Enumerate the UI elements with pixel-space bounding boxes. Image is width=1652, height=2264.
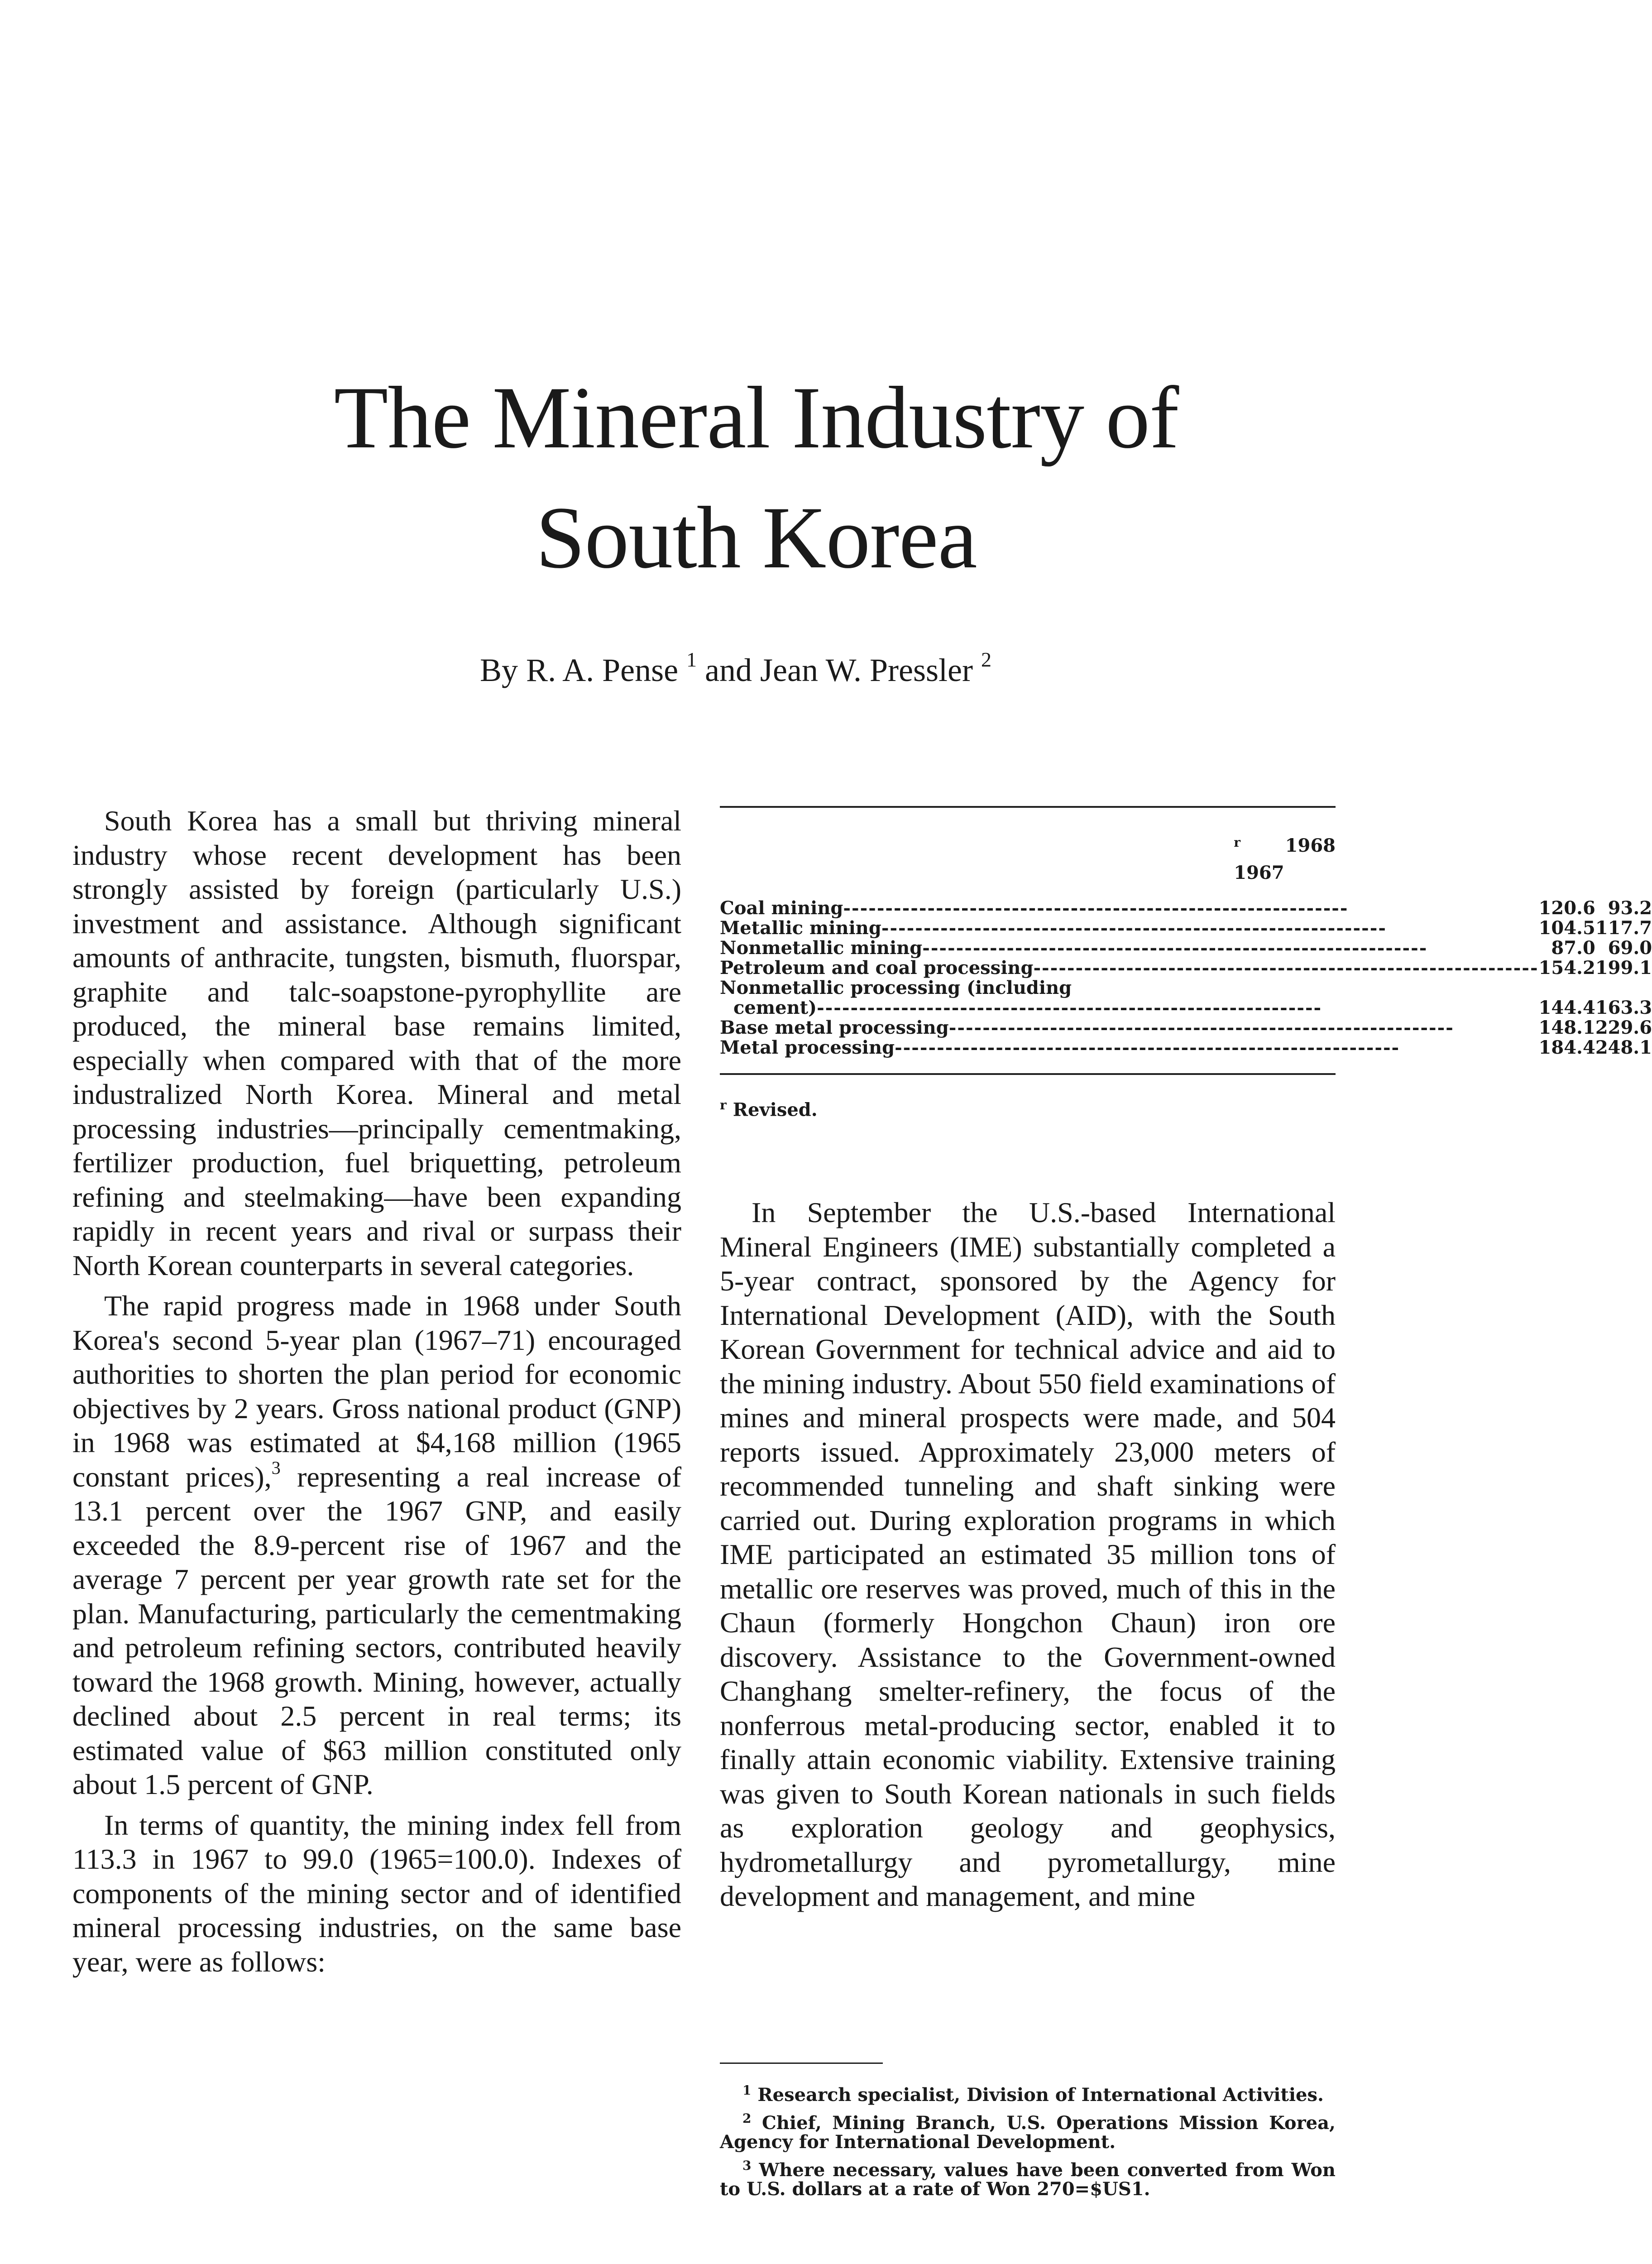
value-1968: 69.0: [1608, 937, 1652, 959]
table-row: [720, 998, 1652, 1018]
table-row: [720, 1038, 1652, 1058]
footnote-number: 1: [742, 2083, 752, 2098]
table-row: [720, 938, 1652, 958]
value-1967: 144.4: [1538, 997, 1595, 1018]
value-1968: 93.2: [1608, 897, 1652, 919]
header-1967: [1234, 835, 1284, 883]
title-line-1: The Mineral Industry of: [334, 369, 1179, 467]
value-1968: 117.7: [1595, 917, 1652, 939]
footnote-text: Chief, Mining Branch, U.S. Operations Mission Korea, Agency for International Development.: [720, 2112, 1336, 2153]
value-1968: 163.3: [1595, 997, 1652, 1018]
value-1967: 120.6: [1538, 897, 1595, 919]
header-1968: 1968: [1285, 835, 1336, 856]
row-label: Nonmetallic mining------------------------------------------------------------: [720, 937, 1428, 959]
footnote-number: 2: [742, 2111, 752, 2126]
value-1967: 184.4: [1538, 1037, 1595, 1058]
footnote-rule: [720, 2063, 883, 2064]
title-line-2: South Korea: [536, 489, 977, 587]
value-1967: 148.1: [1538, 1017, 1595, 1038]
value-1968: 248.1: [1595, 1037, 1652, 1058]
paragraph-gnp-part1: The rapid progress made in 1968 under South Korea's second 5-year plan (1967–71) encouraged authorities to shorten the plan period for economic objectives by 2 years. Gross national product (GNP) in 1968 was estimated at $4,168 million (1965 constant prices),: [72, 1290, 681, 1493]
footnote: [720, 2109, 1336, 2152]
footnotes: [720, 2065, 1336, 2203]
value-1967: 104.5: [1538, 917, 1595, 939]
table-row: [720, 918, 1652, 938]
header-1967-label: 1967: [1234, 862, 1284, 883]
row-label: Metal processing------------------------------------------------------------: [720, 1037, 1400, 1058]
byline: [0, 648, 1471, 689]
paragraph-gnp: [72, 1289, 681, 1802]
table-bottom-rule: [720, 1073, 1336, 1075]
byline-author-2: and Jean W. Pressler: [705, 652, 973, 688]
byline-author-1: By R. A. Pense: [480, 652, 679, 688]
footnote-ref-3: 3: [271, 1457, 281, 1478]
paragraph-gnp-part2: representing a real increase of 13.1 percent over the 1967 GNP, and easily exceeded the 8.9-percent rise of 1967 and the average 7 percent per year growth rate set for the plan. Manufacturing, particularly the cementmaking and petroleum refining sectors, contributed heavily toward the 1968 growth. Mining, however, actually declined about 2.5 percent in real terms; its estimated value of $63 million constituted only about 1.5 percent of GNP.: [72, 1460, 682, 1800]
table-row: [720, 958, 1652, 978]
row-label: Nonmetallic processing (including: [720, 977, 1072, 998]
value-1967: 154.2: [1538, 957, 1595, 979]
note-mark: r: [720, 1098, 727, 1113]
byline-footnote-1: 1: [686, 648, 697, 671]
value-1968: 199.1: [1595, 957, 1652, 979]
footnote: [720, 2156, 1336, 2199]
index-table: [720, 806, 1652, 1121]
table-note: [720, 1098, 1336, 1120]
header-1967-mark: r: [1234, 835, 1240, 850]
footnote: [720, 2081, 1336, 2105]
footnote-number: 3: [742, 2158, 752, 2173]
row-label: Coal mining------------------------------------------------------------: [720, 897, 1349, 919]
article-title: [0, 358, 1513, 598]
paragraph-mining-index: In terms of quantity, the mining index fell from 113.3 in 1967 to 99.0 (1965=100.0). Indexes of components of the mining sector and of identified mineral processing industries, on the same base year, were as follows:: [72, 1808, 681, 1978]
footnote-text: Where necessary, values have been converted from Won to U.S. dollars at a rate of Won 270=$US1.: [720, 2159, 1336, 2200]
right-column: [720, 1195, 1336, 1914]
value-1968: 229.6: [1595, 1017, 1652, 1038]
footnote-text: Research specialist, Division of International Activities.: [757, 2084, 1324, 2106]
table-row: [720, 1018, 1652, 1038]
paragraph-ime: In September the U.S.-based International Mineral Engineers (IME) substantially completed a 5-year contract, sponsored by the Agency for International Development (AID), with the South Korean Government for technical advice and aid to the mining industry. About 550 field examinations of mines and mineral prospects were made, and 504 reports issued. Approximately 23,000 meters of recommended tunneling and shaft sinking were carried out. During exploration programs in which IME participated an estimated 35 million tons of metallic ore reserves was proved, much of this in the Chaun (formerly Hongchon Chaun) iron ore discovery. Assistance to the Government-owned Changhang smelter-refinery, the focus of the nonferrous metal-producing sector, enabled it to finally attain economic viability. Extensive training was given to South Korean nationals in such fields as exploration geology and geophysics, hydrometallurgy and pyrometallurgy, mine development and management, and mine: [720, 1196, 1336, 1912]
left-column: [72, 804, 681, 1979]
value-1967: 87.0: [1551, 937, 1595, 959]
paragraph-intro: South Korea has a small but thriving mineral industry whose recent development has been strongly assisted by foreign (particularly U.S.) investment and assistance. Although significant amounts of anthracite, tungsten, bismuth, fluorspar, graphite and talc-soapstone-pyrophyllite are produced, the mineral base remains limited, especially when compared with that of the more industralized North Korea. Mineral and metal processing industries—principally cementmaking, fertilizer production, fuel briquetting, petroleum refining and steelmaking—have been expanding rapidly in recent years and rival or surpass their North Korean counterparts in several categories.: [72, 805, 681, 1281]
byline-footnote-2: 2: [981, 648, 991, 671]
table-row: [720, 898, 1652, 918]
table-row: [720, 978, 1652, 998]
row-label: Metallic mining------------------------------------------------------------: [720, 917, 1387, 939]
table-body: [720, 898, 1652, 1058]
value-1967: [1539, 978, 1595, 998]
row-label: Base metal processing------------------------------------------------------------: [720, 1017, 1454, 1038]
value-1968: [1595, 978, 1652, 998]
row-label: Petroleum and coal processing------------------------------------------------------------: [720, 957, 1539, 979]
table-header: [720, 808, 1336, 883]
note-text: Revised.: [733, 1099, 818, 1121]
row-label: cement)------------------------------------------------------------: [733, 997, 1322, 1018]
